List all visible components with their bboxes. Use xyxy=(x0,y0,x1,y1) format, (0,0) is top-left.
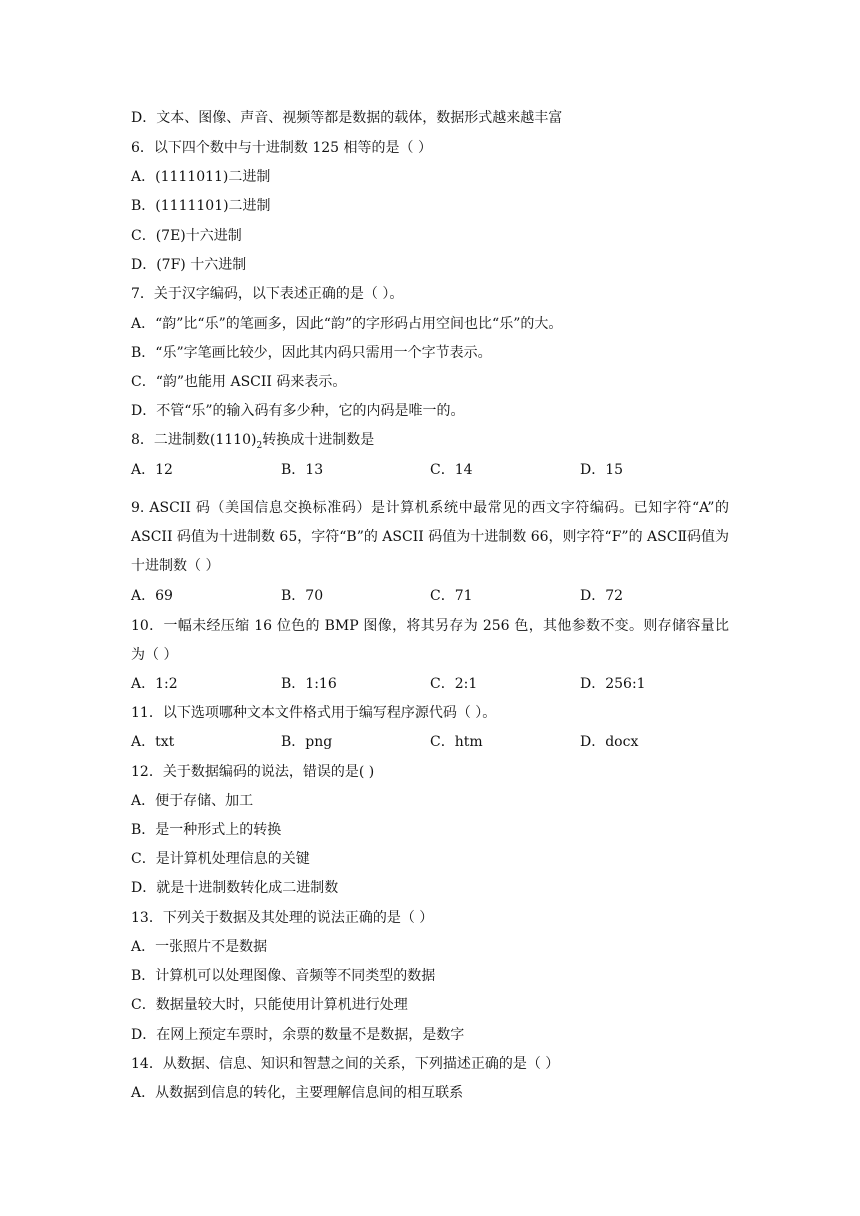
q6-option-c: C．(7E)十六进制 xyxy=(131,228,242,244)
q8-stem-subscript: 2 xyxy=(256,440,263,451)
q6-option-a: A．(1111011)二进制 xyxy=(131,169,271,185)
q10-option-d: D．256:1 xyxy=(580,676,646,692)
q13-option-a: A．一张照片不是数据 xyxy=(131,939,268,955)
q12-option-b: B．是一种形式上的转换 xyxy=(131,822,282,838)
q8-stem-suffix: 转换成十进制数是 xyxy=(262,432,375,448)
q6-option-d: D．(7F) 十六进制 xyxy=(131,257,247,273)
q8-option-a: A．12 xyxy=(131,462,173,478)
q11-option-c: C．htm xyxy=(430,734,483,750)
q7-stem: 7．关于汉字编码，以下表述正确的是（ ）。 xyxy=(131,286,404,302)
q7-option-d: D．不管“乐”的输入码有多少种，它的内码是唯一的。 xyxy=(131,403,465,419)
q11-option-a: A．txt xyxy=(131,734,175,750)
q13-stem: 13．下列关于数据及其处理的说法正确的是（ ） xyxy=(131,910,434,926)
q8-option-d: D．15 xyxy=(580,462,624,478)
q8-option-c: C．14 xyxy=(430,462,473,478)
q9-option-d: D．72 xyxy=(580,588,624,604)
q10-option-a: A．1:2 xyxy=(131,676,178,692)
q11-stem: 11．以下选项哪种文本文件格式用于编写程序源代码（ ）。 xyxy=(131,705,497,721)
q7-option-c: C．“韵”也能用 ASCII 码来表示。 xyxy=(131,374,347,390)
q12-option-d: D．就是十进制数转化成二进制数 xyxy=(131,880,339,896)
q10-option-b: B．1:16 xyxy=(281,676,337,692)
q14-stem: 14．从数据、信息、知识和智慧之间的关系，下列描述正确的是（ ） xyxy=(131,1056,560,1072)
q7-option-a: A．“韵”比“乐”的笔画多，因此“韵”的字形码占用空间也比“乐”的大。 xyxy=(131,316,563,332)
q11-option-b: B．png xyxy=(281,734,333,750)
q14-option-a: A．从数据到信息的转化，主要理解信息间的相互联系 xyxy=(131,1085,464,1101)
q12-option-c: C．是计算机处理信息的关键 xyxy=(131,851,310,867)
q8-stem-prefix: 8．二进制数(1110) xyxy=(131,432,257,448)
q12-option-a: A．便于存储、加工 xyxy=(131,793,254,809)
q9-option-c: C．71 xyxy=(430,588,473,604)
q13-option-d: D．在网上预定车票时，余票的数量不是数据，是数字 xyxy=(131,1027,465,1043)
q9-option-a: A．69 xyxy=(131,588,173,604)
q7-option-b: B．“乐”字笔画比较少，因此其内码只需用一个字节表示。 xyxy=(131,345,492,361)
q9-stem: 9. ASCII 码（美国信息交换标准码）是计算机系统中最常见的西文字符编码。已知字符“A”的 ASCII 码值为十进制数 65，字符“B”的 ASCII 码值为十进制数 66，则字符“F”的 ASCⅡ码值为十进制数（ ） xyxy=(131,500,729,574)
q6-stem: 6．以下四个数中与十进制数 125 相等的是（ ） xyxy=(131,140,432,156)
q6-option-b: B．(1111101)二进制 xyxy=(131,198,271,214)
q10-option-c: C．2:1 xyxy=(430,676,478,692)
q13-option-c: C．数据量较大时，只能使用计算机进行处理 xyxy=(131,997,408,1013)
q8-option-b: B．13 xyxy=(281,462,324,478)
q10-stem: 10．一幅未经压缩 16 位色的 BMP 图像，将其另存为 256 色，其他参数不变。则存储容量比为（ ） xyxy=(131,618,729,663)
q8-stem xyxy=(131,431,374,455)
q5-option-d: D．文本、图像、声音、视频等都是数据的载体，数据形式越来越丰富 xyxy=(131,110,563,126)
q9-option-b: B．70 xyxy=(281,588,324,604)
q13-option-b: B．计算机可以处理图像、音频等不同类型的数据 xyxy=(131,968,436,984)
q12-stem: 12．关于数据编码的说法，错误的是( ) xyxy=(131,764,375,780)
q11-option-d: D．docx xyxy=(580,734,639,750)
